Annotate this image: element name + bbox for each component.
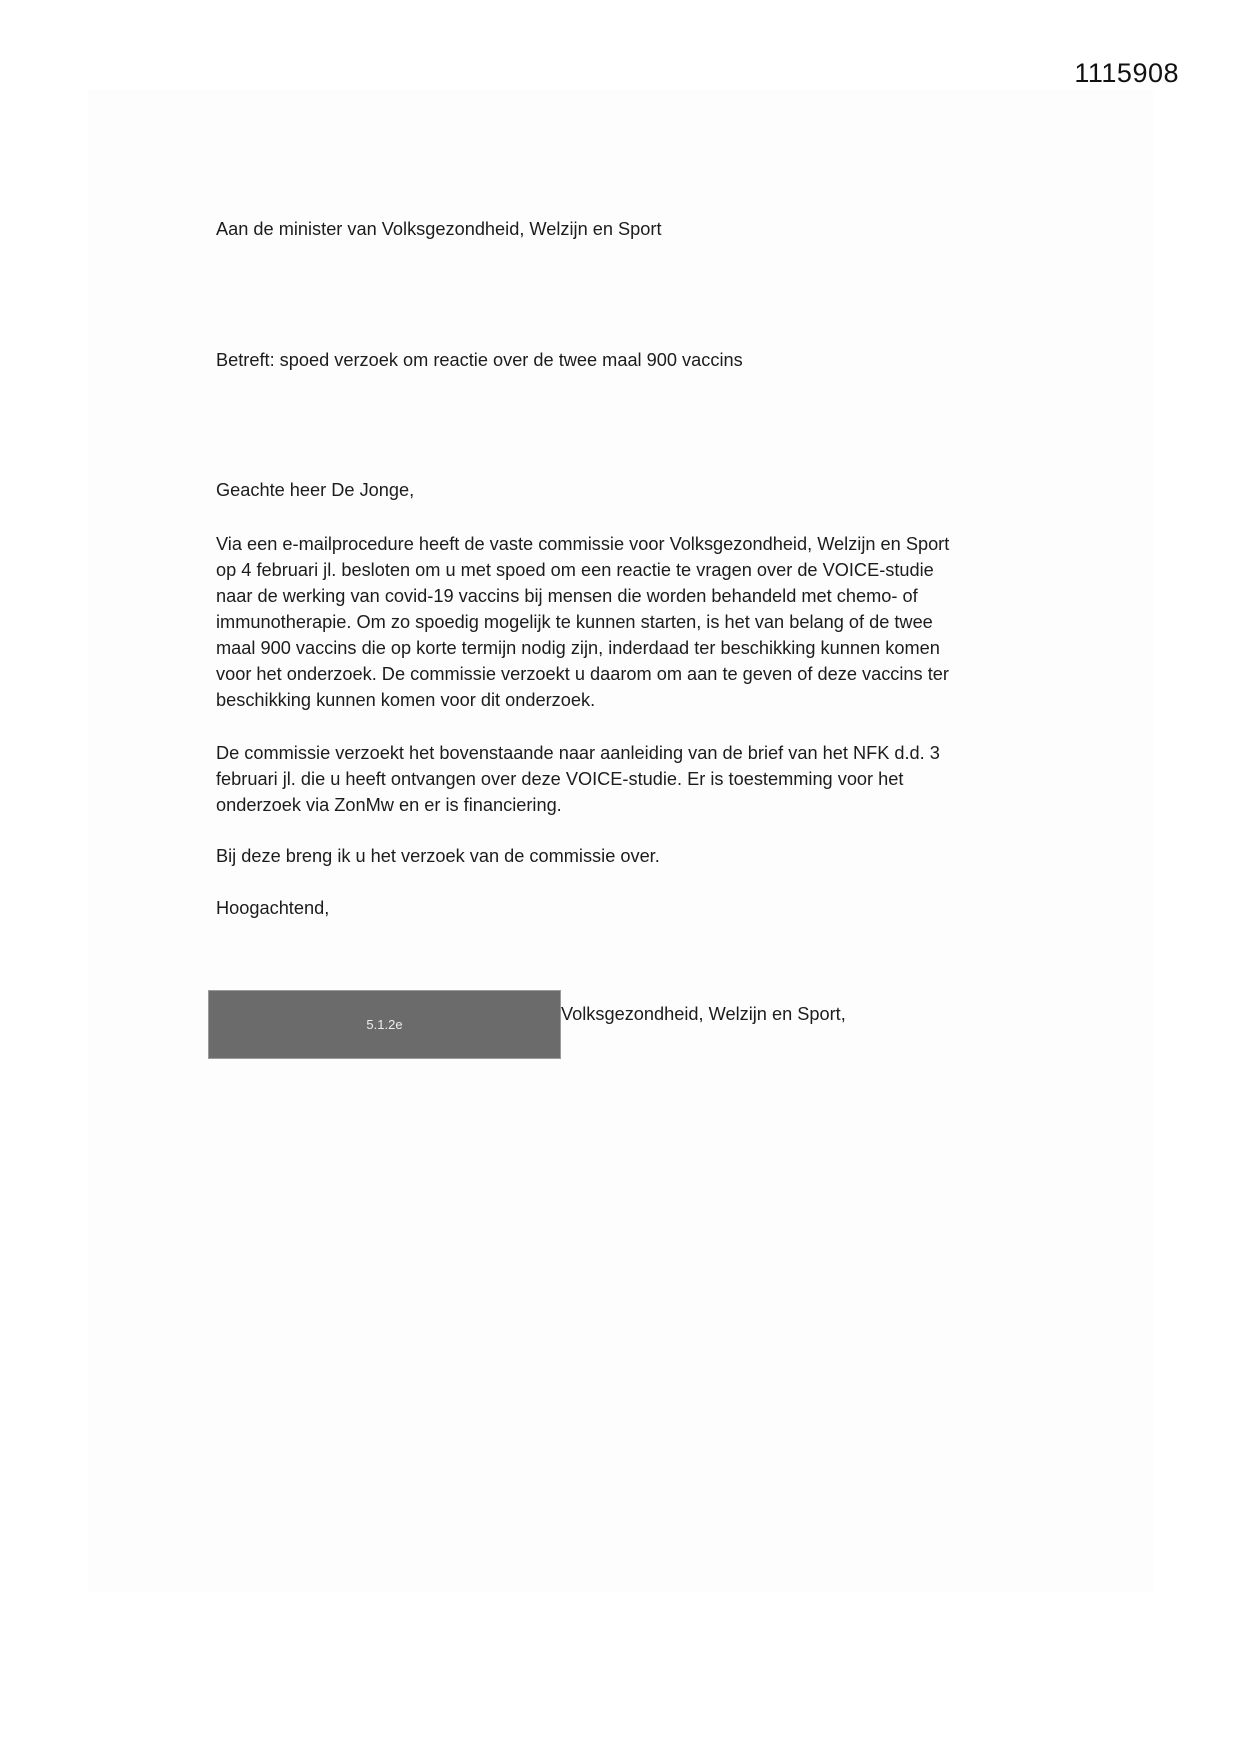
redaction-label: 5.1.2e [366,1017,403,1032]
paragraph-1-line: maal 900 vaccins die op korte termijn nodig zijn, inderdaad ter beschikking kunnen komen [216,638,940,658]
closing: Hoogachtend, [216,898,330,918]
paragraph-1-line: voor het onderzoek. De commissie verzoekt u daarom om aan te geven of deze vaccins ter [216,664,949,684]
paragraph-2-line: De commissie verzoekt het bovenstaande naar aanleiding van de brief van het NFK d.d. 3 [216,743,940,763]
addressee: Aan de minister van Volksgezondheid, Welzijn en Sport [216,219,662,239]
paragraph-1-line: immunotherapie. Om zo spoedig mogelijk te kunnen starten, is het van belang of de twee [216,612,933,632]
paragraph-1-line: op 4 februari jl. besloten om u met spoed om een reactie te vragen over de VOICE-studie [216,560,934,580]
paragraph-1-line: beschikking kunnen komen voor dit onderzoek. [216,690,596,710]
paragraph-2-line: februari jl. die u heeft ontvangen over deze VOICE-studie. Er is toestemming voor het [216,769,904,789]
scanned-page-area [88,90,1153,1592]
subject-line: Betreft: spoed verzoek om reactie over de twee maal 900 vaccins [216,350,743,370]
paragraph-1-line: Via een e-mailprocedure heeft de vaste commissie voor Volksgezondheid, Welzijn en Sport [216,534,950,554]
redaction-box [208,990,561,1059]
paragraph-1 [216,531,949,713]
paragraph-1-line: naar de werking van covid-19 vaccins bij mensen die worden behandeld met chemo- of [216,586,918,606]
paragraph-3: Bij deze breng ik u het verzoek van de commissie over. [216,846,660,866]
document-id-number: 1115908 [1074,58,1179,88]
paragraph-2-line: onderzoek via ZonMw en er is financiering. [216,795,562,815]
paragraph-2 [216,740,940,818]
signature-text: Volksgezondheid, Welzijn en Sport, [561,1004,846,1024]
salutation: Geachte heer De Jonge, [216,480,415,500]
